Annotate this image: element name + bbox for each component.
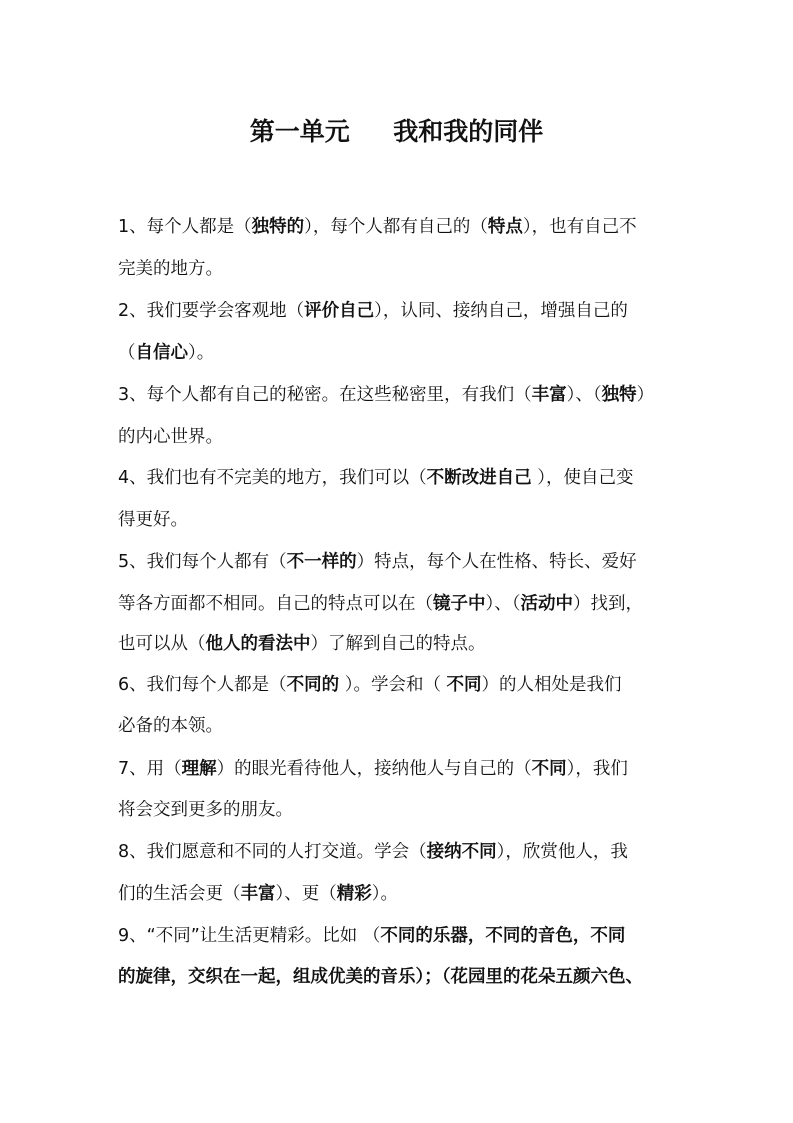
question-text: 9、“不同”让生活更精彩。比如 （ — [118, 926, 381, 946]
question-text: ）的眼光看待他人，接纳他人与自己的（ — [216, 759, 532, 779]
question-text: 的内心世界。 — [118, 427, 223, 447]
question-text: （ — [118, 343, 136, 363]
answer-text: 不同的乐器，不同的音色，不同 — [380, 926, 626, 946]
question-1-line-1 — [118, 212, 718, 242]
question-text: 7、用（ — [118, 759, 182, 779]
question-7-line-2 — [118, 795, 718, 825]
answer-text: 不同的 — [286, 675, 340, 695]
page-title: 第一单元 我和我的同伴 — [249, 117, 544, 146]
question-text: ）的人相处是我们 — [481, 675, 622, 695]
question-text: ），每个人都有自己的（ — [304, 217, 488, 237]
question-text: 5、我们每个人都有（ — [118, 552, 287, 572]
question-3-line-2 — [118, 422, 718, 452]
question-text: ），认同、接纳自己，增强自己的 — [374, 301, 628, 321]
question-text: ）。学会和（ — [339, 675, 447, 695]
question-text: 4、我们也有不完美的地方，我们可以（ — [118, 468, 427, 488]
question-text: 8、我们愿意和不同的人打交道。学会（ — [118, 842, 427, 862]
answer-text: 特点 — [487, 217, 523, 237]
question-2-line-2 — [118, 338, 718, 368]
question-text: 必备的本领。 — [118, 716, 223, 736]
answer-text: 接纳不同 — [426, 842, 497, 862]
question-text: ），欣赏他人，我 — [496, 842, 628, 862]
answer-text: 的旋律，交织在一起，组成优美的音乐）；（花园里的花朵五颜六色、 — [118, 967, 643, 987]
question-text: 得更好。 — [118, 510, 188, 530]
answer-text: 丰富 — [240, 884, 276, 904]
question-4-line-2 — [118, 505, 718, 535]
answer-text: 评价自己 — [304, 301, 375, 321]
answer-text: 活动中 — [520, 594, 573, 614]
question-9-line-1 — [118, 921, 718, 951]
question-text: 完美的地方。 — [118, 259, 223, 279]
answer-text: 不一样的 — [286, 552, 357, 572]
question-text: ），使自己变 — [531, 468, 634, 488]
question-text: ）、（ — [485, 594, 521, 614]
question-text: 1、每个人都是（ — [118, 217, 252, 237]
answer-text: 理解 — [181, 759, 217, 779]
answer-text: 不断改进自己 — [426, 468, 532, 488]
question-3-line-1 — [118, 380, 718, 410]
question-text: ）找到， — [573, 594, 643, 614]
answer-text: 不同 — [531, 759, 567, 779]
answer-text: 精彩 — [336, 884, 372, 904]
question-9-line-2 — [118, 962, 718, 992]
question-text: 6、我们每个人都是（ — [118, 675, 287, 695]
answer-text: 他人的看法中 — [205, 634, 311, 654]
answer-text: 镜子中 — [433, 594, 486, 614]
question-4-line-1 — [118, 463, 718, 493]
question-5-line-3 — [118, 629, 718, 659]
question-6-line-1 — [118, 670, 718, 700]
question-text: 2、我们要学会客观地（ — [118, 301, 305, 321]
question-text: ）、更（ — [275, 884, 337, 904]
question-7-line-1 — [118, 754, 718, 784]
question-text: ），也有自己不 — [522, 217, 637, 237]
question-5-line-2 — [118, 589, 718, 619]
question-8-line-1 — [118, 837, 718, 867]
question-text: 也可以从（ — [118, 634, 206, 654]
question-1-line-2 — [118, 254, 718, 284]
question-text: ）。 — [188, 343, 215, 363]
question-text: ）特点，每个人在性格、特长、爱好 — [356, 552, 637, 572]
answer-text: 独特的 — [251, 217, 305, 237]
question-text: ），我们 — [566, 759, 628, 779]
question-6-line-2 — [118, 711, 718, 741]
answer-text: 丰富 — [531, 385, 567, 405]
question-text: ）、（ — [566, 385, 602, 405]
question-text: ）。 — [371, 884, 398, 904]
answer-text: 自信心 — [135, 343, 188, 363]
question-text: 3、每个人都有自己的秘密。在这些秘密里，有我们（ — [118, 385, 532, 405]
question-text: ）了解到自己的特点。 — [310, 634, 486, 654]
question-5-line-1 — [118, 547, 718, 577]
question-text: 们的生活会更（ — [118, 884, 241, 904]
answer-text: 不同 — [446, 675, 482, 695]
answer-text: 独特 — [601, 385, 637, 405]
question-2-line-1 — [118, 296, 718, 326]
question-8-line-2 — [118, 879, 718, 909]
question-text: ） — [636, 385, 655, 405]
question-text: 将会交到更多的朋友。 — [118, 800, 293, 820]
question-text: 等各方面都不相同。自己的特点可以在（ — [118, 594, 433, 614]
